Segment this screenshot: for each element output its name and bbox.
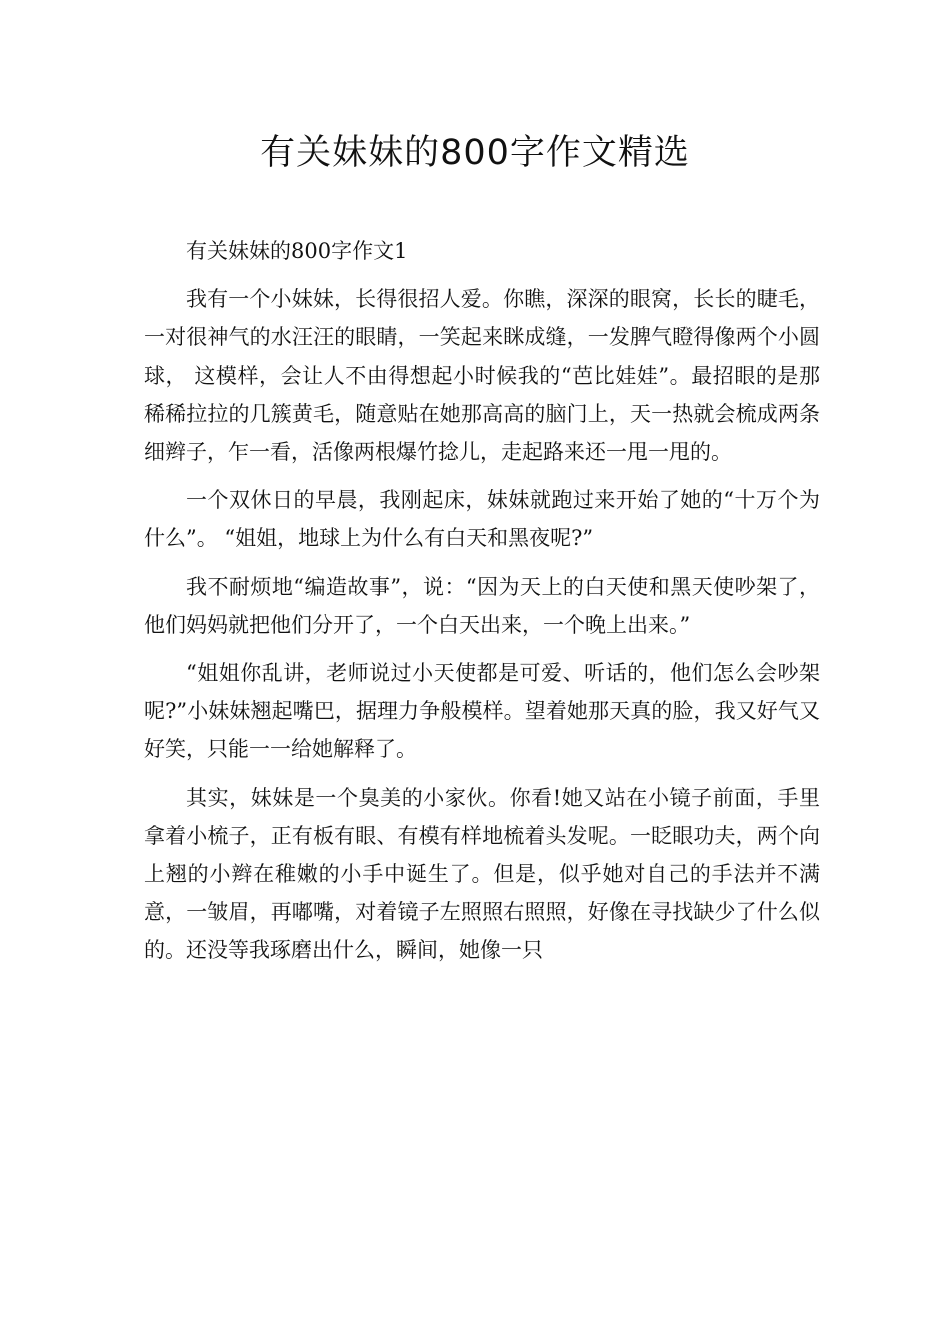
paragraph: 一个双休日的早晨，我刚起床，妹妹就跑过来开始了她的“十万个为什么”。 “姐姐，地球上为什么有白天和黑夜呢?” <box>144 488 820 551</box>
paragraph: 我有一个小妹妹，长得很招人爱。你瞧，深深的眼窝，长长的睫毛，一对很神气的水汪汪的眼睛，一笑起来眯成缝，一发脾气瞪得像两个小圆球， 这模样，会让人不由得想起小时候我的“芭比娃娃”。最招眼的是那稀稀拉拉的几簇黄毛，随意贴在她那高高的脑门上，天一热就会梳成两条细辫子，乍一看，活像两根爆竹捻儿，走起路来还一甩一甩的。 <box>144 287 820 465</box>
section-heading: 有关妹妹的800字作文1 <box>186 239 408 263</box>
paragraph: 我不耐烦地“编造故事”，说：“因为天上的白天使和黑天使吵架了，他们妈妈就把他们分开了，一个白天出来，一个晚上出来。” <box>144 574 820 637</box>
document-title: 有关妹妹的800字作文精选 <box>260 133 690 173</box>
paragraph: “姐姐你乱讲，老师说过小天使都是可爱、听话的，他们怎么会吵架呢?”小妹妹翘起嘴巴，据理力争般模样。望着她那天真的脸，我又好气又好笑，只能一一给她解释了。 <box>144 661 820 762</box>
document-body <box>144 232 820 980</box>
paragraph: 其实，妹妹是一个臭美的小家伙。你看!她又站在小镜子前面，手里拿着小梳子，正有板有眼、有模有样地梳着头发呢。一眨眼功夫，两个向上翘的小辫在稚嫩的小手中诞生了。但是，似乎她对自己的手法并不满意，一皱眉，再嘟嘴，对着镜子左照照右照照，好像在寻找缺少了什么似的。还没等我琢磨出什么，瞬间，她像一只 <box>144 785 820 963</box>
